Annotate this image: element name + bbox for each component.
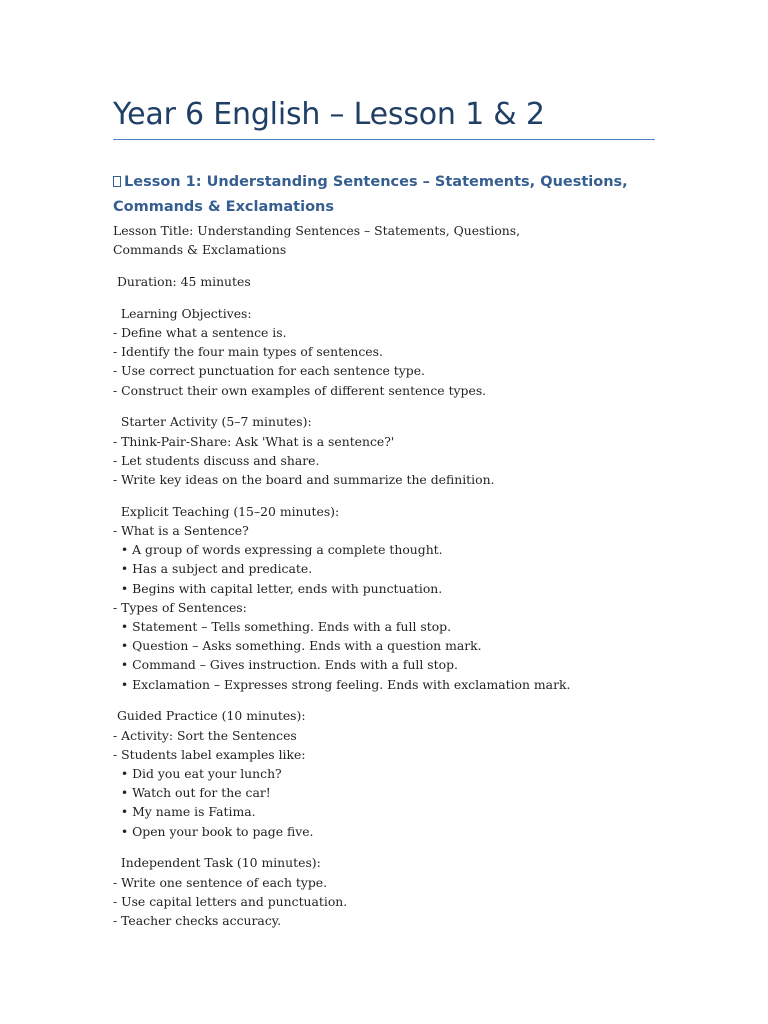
explicit-teaching-section bbox=[113, 502, 673, 694]
list-item: - Teacher checks accuracy. bbox=[113, 913, 282, 929]
list-item: • Command – Gives instruction. Ends with a full stop. bbox=[113, 657, 458, 673]
list-item: - Students label examples like: bbox=[113, 746, 306, 762]
list-item: - Write one sentence of each type. bbox=[113, 874, 328, 890]
list-item: • Watch out for the car! bbox=[113, 785, 271, 801]
guided-practice-section bbox=[113, 706, 673, 840]
duration-paragraph bbox=[113, 272, 673, 291]
list-item: - Use capital letters and punctuation. bbox=[113, 893, 348, 909]
lesson-title-paragraph bbox=[113, 221, 673, 259]
missing-glyph-icon bbox=[113, 176, 121, 187]
list-item: • A group of words expressing a complete thought. bbox=[113, 542, 443, 558]
learning-objectives-section bbox=[113, 304, 673, 400]
list-item: • Has a subject and predicate. bbox=[113, 561, 313, 577]
list-item: - Types of Sentences: bbox=[113, 599, 247, 615]
list-item: • Begins with capital letter, ends with punctuation. bbox=[113, 580, 443, 596]
learning-objectives-label: Learning Objectives: bbox=[113, 305, 252, 321]
list-item: - Use correct punctuation for each sentence type. bbox=[113, 363, 425, 379]
list-item: - Write key ideas on the board and summarize the definition. bbox=[113, 472, 495, 488]
list-item: • Exclamation – Expresses strong feeling. Ends with exclamation mark. bbox=[113, 676, 571, 692]
explicit-teaching-label: Explicit Teaching (15–20 minutes): bbox=[113, 503, 340, 519]
document-title: Year 6 English – Lesson 1 & 2 bbox=[113, 97, 545, 132]
list-item: - Activity: Sort the Sentences bbox=[113, 727, 297, 743]
list-item: • Did you eat your lunch? bbox=[113, 766, 282, 782]
lesson-title-text: Lesson Title: Understanding Sentences – Statements, Questions, Commands & Exclamations bbox=[113, 223, 521, 258]
list-item: • My name is Fatima. bbox=[113, 804, 256, 820]
title-divider bbox=[113, 139, 655, 140]
list-item: - Construct their own examples of different sentence types. bbox=[113, 382, 487, 398]
list-item: - Think-Pair-Share: Ask 'What is a sentence?' bbox=[113, 433, 395, 449]
list-item: • Question – Asks something. Ends with a question mark. bbox=[113, 638, 482, 654]
guided-practice-label: Guided Practice (10 minutes): bbox=[113, 708, 306, 724]
lesson-1-heading-text: Lesson 1: Understanding Sentences – Statements, Questions, Commands & Exclamations bbox=[113, 174, 628, 215]
list-item: - Let students discuss and share. bbox=[113, 452, 320, 468]
duration-text: Duration: 45 minutes bbox=[113, 274, 251, 289]
list-item: - Define what a sentence is. bbox=[113, 325, 287, 340]
list-item: • Open your book to page five. bbox=[113, 823, 314, 839]
independent-task-label: Independent Task (10 minutes): bbox=[113, 855, 321, 871]
starter-activity-section bbox=[113, 412, 673, 489]
independent-task-section bbox=[113, 853, 673, 930]
list-item: - What is a Sentence? bbox=[113, 523, 249, 539]
starter-activity-label: Starter Activity (5–7 minutes): bbox=[113, 414, 312, 430]
lesson-body bbox=[113, 221, 673, 943]
list-item: - Identify the four main types of sentences. bbox=[113, 344, 383, 360]
lesson-1-heading bbox=[113, 170, 655, 220]
list-item: • Statement – Tells something. Ends with a full stop. bbox=[113, 619, 452, 635]
